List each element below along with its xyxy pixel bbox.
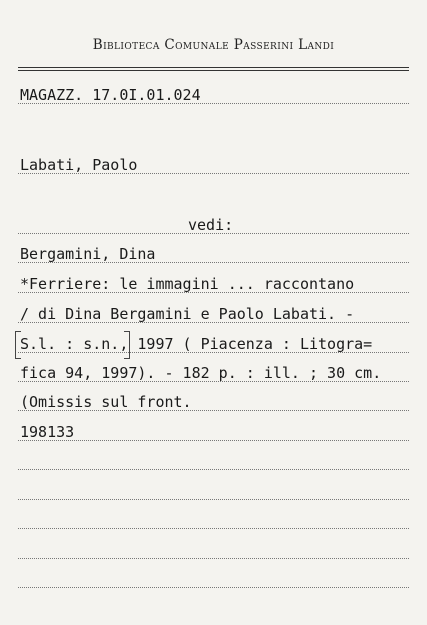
ruled-line (18, 587, 409, 588)
header-rule-bottom (18, 70, 409, 71)
ruled-line (18, 558, 409, 559)
call-number: MAGAZZ. 17.0I.01.024 (20, 86, 201, 104)
ruled-line (18, 499, 409, 500)
description-line: fica 94, 1997). - 182 p. : ill. ; 30 cm. (20, 364, 382, 382)
description-line: 198133 (20, 423, 75, 441)
ruled-line (18, 528, 409, 529)
description-line: / di Dina Bergamini e Paolo Labati. - (20, 305, 355, 323)
library-header: Biblioteca Comunale Passerini Landi (92, 37, 335, 53)
ruled-line (18, 469, 409, 470)
author-heading: Labati, Paolo (20, 156, 138, 174)
header-rule-top (18, 67, 409, 68)
ruled-line (18, 440, 409, 441)
open-bracket-mark (15, 331, 21, 359)
close-bracket-mark (124, 331, 130, 359)
description-line: Bergamini, Dina (20, 245, 156, 263)
description-line: (Omissis sul front. (20, 393, 192, 411)
see-reference-label: vedi: (188, 216, 234, 234)
description-line: S.l. : s.n., 1997 ( Piacenza : Litogra= (20, 335, 373, 353)
description-line: *Ferriere: le immagini ... raccontano (20, 275, 355, 293)
